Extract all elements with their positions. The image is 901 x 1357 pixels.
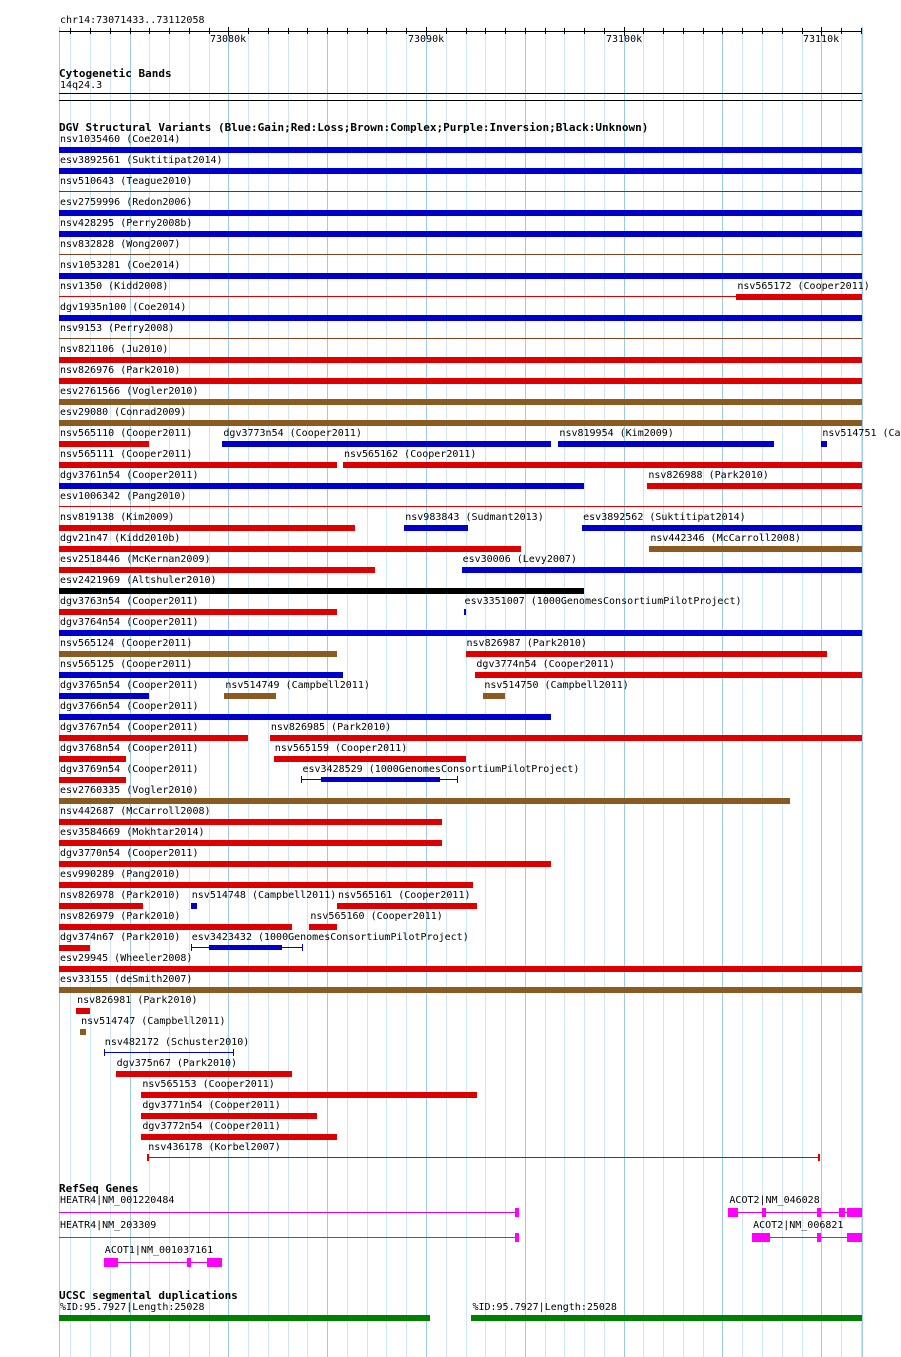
gene-exon[interactable] <box>762 1208 766 1217</box>
variant-label[interactable]: esv1006342 (Pang2010) <box>60 491 187 502</box>
variant-bar[interactable] <box>59 483 584 489</box>
variant-bar[interactable] <box>59 609 337 615</box>
ruler-minor-tick <box>189 28 190 34</box>
variant-label[interactable]: esv30006 (Levy2007) <box>462 554 577 565</box>
ruler-minor-tick <box>762 28 763 34</box>
variant-label[interactable]: nsv1035460 (Coe2014) <box>60 134 181 145</box>
variant-label[interactable]: dgv3765n54 (Cooper2011) <box>60 680 199 691</box>
ruler-minor-tick <box>485 28 486 34</box>
variant-bar[interactable] <box>59 693 149 699</box>
ruler-minor-tick <box>505 28 506 34</box>
gene-exon[interactable] <box>207 1258 223 1267</box>
variant-label[interactable]: nsv826976 (Park2010) <box>60 365 181 376</box>
variant-label[interactable]: dgv375n67 (Park2010) <box>116 1058 238 1069</box>
ruler-tick-label: 73100k <box>606 34 643 45</box>
variant-label[interactable]: dgv3770n54 (Cooper2011) <box>60 848 199 859</box>
refseq-title: RefSeq Genes <box>59 1182 139 1195</box>
variant-bar-end <box>233 1049 234 1056</box>
variant-bar[interactable] <box>141 1092 477 1098</box>
variant-bar[interactable] <box>59 714 551 720</box>
variant-bar-end <box>302 944 303 951</box>
variant-bar[interactable] <box>582 525 862 531</box>
variant-bar[interactable] <box>59 819 442 825</box>
ruler-minor-tick <box>446 28 447 34</box>
variant-bar[interactable] <box>147 1157 819 1158</box>
variant-bar[interactable] <box>483 693 505 699</box>
dgv-title: DGV Structural Variants (Blue:Gain;Red:Loss;Brown:Complex;Purple:Inversion;Black:Unknown) <box>59 121 649 134</box>
ruler-minor-tick <box>604 28 605 34</box>
variant-label[interactable]: nsv826979 (Park2010) <box>60 911 181 922</box>
gene-label[interactable]: HEATR4|NM_001220484 <box>60 1195 175 1206</box>
ruler-minor-tick <box>149 28 150 34</box>
variant-bar[interactable] <box>59 168 862 174</box>
ruler-minor-tick <box>663 28 664 34</box>
variant-bar[interactable] <box>222 441 550 447</box>
variant-bar[interactable] <box>76 1008 90 1014</box>
variant-bar[interactable] <box>270 735 862 741</box>
ruler-minor-tick <box>248 28 249 34</box>
variant-label[interactable]: esv2518446 (McKernan2009) <box>60 554 211 565</box>
segdup-label[interactable]: %ID:95.7927|Length:25028 <box>472 1302 617 1313</box>
variant-bar[interactable] <box>475 672 862 678</box>
ruler-minor-tick <box>386 28 387 34</box>
variant-label[interactable]: nsv514750 (Campbell2011) <box>484 680 629 691</box>
variant-label[interactable]: esv29080 (Conrad2009) <box>60 407 187 418</box>
variant-bar[interactable] <box>141 1113 317 1119</box>
variant-bar[interactable] <box>558 441 773 447</box>
variant-label[interactable]: nsv1053281 (Coe2014) <box>60 260 181 271</box>
cytoband-line <box>59 93 862 94</box>
variant-bar[interactable] <box>116 1071 292 1077</box>
ruler-minor-tick <box>861 28 862 34</box>
variant-bar[interactable] <box>59 506 862 507</box>
variant-label[interactable]: esv2761566 (Vogler2010) <box>60 386 199 397</box>
variant-label[interactable]: esv2759996 (Redon2006) <box>60 197 193 208</box>
variant-bar[interactable] <box>59 840 442 846</box>
variant-label[interactable]: nsv826985 (Park2010) <box>270 722 392 733</box>
variant-label[interactable]: nsv565153 (Cooper2011) <box>142 1079 275 1090</box>
variant-label[interactable]: dgv1935n100 (Coe2014) <box>60 302 187 313</box>
variant-label[interactable]: dgv3772n54 (Cooper2011) <box>142 1121 281 1132</box>
variant-label[interactable]: nsv514751 (Ca <box>822 428 901 439</box>
gene-label[interactable]: HEATR4|NM_203309 <box>60 1220 157 1231</box>
variant-label[interactable]: nsv565110 (Cooper2011) <box>60 428 193 439</box>
variant-label[interactable]: dgv3761n54 (Cooper2011) <box>60 470 199 481</box>
gene-exon[interactable] <box>847 1233 862 1242</box>
variant-label[interactable]: nsv442687 (McCarroll2008) <box>60 806 211 817</box>
variant-bar[interactable] <box>59 966 862 972</box>
ruler-minor-tick <box>742 28 743 34</box>
variant-bar-end <box>457 776 458 783</box>
variant-label[interactable]: dgv3771n54 (Cooper2011) <box>142 1100 281 1111</box>
gene-intron-line <box>59 1212 519 1213</box>
variant-label[interactable]: nsv832828 (Wong2007) <box>60 239 181 250</box>
variant-bar[interactable] <box>59 399 862 405</box>
ruler-minor-tick <box>782 28 783 34</box>
variant-label[interactable]: nsv428295 (Perry2008b) <box>60 218 193 229</box>
variant-label[interactable]: nsv565161 (Cooper2011) <box>338 890 471 901</box>
variant-label[interactable]: esv3892561 (Suktitipat2014) <box>60 155 223 166</box>
variant-bar[interactable] <box>59 315 862 321</box>
variant-bar[interactable] <box>736 294 862 300</box>
variant-bar[interactable] <box>59 273 862 279</box>
variant-label[interactable]: dgv3767n54 (Cooper2011) <box>60 722 199 733</box>
variant-bar[interactable] <box>59 378 862 384</box>
variant-bar[interactable] <box>59 296 736 297</box>
variant-label[interactable]: nsv826988 (Park2010) <box>648 470 769 481</box>
variant-label[interactable]: nsv9153 (Perry2008) <box>60 323 175 334</box>
variant-bar[interactable] <box>466 651 828 657</box>
variant-bar[interactable] <box>59 338 862 339</box>
variant-bar[interactable] <box>404 525 467 531</box>
gene-exon[interactable] <box>839 1208 845 1217</box>
variant-bar[interactable] <box>224 693 275 699</box>
variant-label[interactable]: dgv3773n54 (Cooper2011) <box>223 428 362 439</box>
variant-bar[interactable] <box>59 357 862 363</box>
variant-bar[interactable] <box>59 420 862 426</box>
variant-bar[interactable] <box>59 546 521 552</box>
variant-label[interactable]: nsv565159 (Cooper2011) <box>274 743 408 754</box>
variant-label[interactable]: esv2421969 (Altshuler2010) <box>60 575 217 586</box>
variant-bar[interactable] <box>59 588 584 594</box>
ruler-minor-tick <box>347 28 348 34</box>
variant-label[interactable]: dgv3769n54 (Cooper2011) <box>60 764 199 775</box>
variant-bar[interactable] <box>80 1029 86 1035</box>
gene-exon[interactable] <box>515 1208 519 1217</box>
variant-label[interactable]: nsv510643 (Teague2010) <box>60 176 193 187</box>
variant-label[interactable]: nsv565124 (Cooper2011) <box>60 638 193 649</box>
ruler-minor-tick <box>130 28 131 34</box>
variant-label[interactable]: nsv565125 (Cooper2011) <box>60 659 193 670</box>
segdup-bar[interactable] <box>471 1315 862 1321</box>
variant-label[interactable]: esv29945 (Wheeler2008) <box>60 953 193 964</box>
gene-exon[interactable] <box>817 1233 821 1242</box>
ruler-minor-tick <box>643 28 644 34</box>
variant-bar-end <box>191 944 192 951</box>
gene-exon[interactable] <box>847 1208 862 1217</box>
ruler-minor-tick <box>288 28 289 34</box>
variant-bar[interactable] <box>59 630 862 636</box>
variant-bar[interactable] <box>59 987 862 993</box>
variant-label[interactable]: dgv374n67 (Park2010) <box>60 932 181 943</box>
variant-label[interactable]: esv2760335 (Vogler2010) <box>60 785 199 796</box>
variant-label[interactable]: nsv514747 (Campbell2011) <box>81 1016 226 1027</box>
cytoband-label[interactable]: 14q24.3 <box>60 80 103 91</box>
variant-bar[interactable] <box>462 567 862 573</box>
ruler-minor-tick <box>367 28 368 34</box>
variant-bar[interactable] <box>59 924 292 930</box>
variant-bar[interactable] <box>59 945 90 951</box>
variant-bar[interactable] <box>191 903 197 909</box>
variant-label[interactable]: nsv436178 (Korbel2007) <box>148 1142 281 1153</box>
variant-bar[interactable] <box>309 924 337 930</box>
variant-bar[interactable] <box>59 672 343 678</box>
variant-bar[interactable] <box>59 462 337 468</box>
variant-label[interactable]: nsv565160 (Cooper2011) <box>310 911 443 922</box>
variant-bar[interactable] <box>59 798 790 804</box>
variant-label[interactable]: esv3584669 (Mokhtar2014) <box>60 827 205 838</box>
variant-bar[interactable] <box>59 903 143 909</box>
ruler-minor-tick <box>525 28 526 34</box>
variant-bar[interactable] <box>59 254 862 255</box>
gene-label[interactable]: ACOT2|NM_046028 <box>729 1195 820 1206</box>
variant-bar[interactable] <box>59 756 126 762</box>
variant-bar[interactable] <box>59 735 248 741</box>
variant-label[interactable]: dgv3764n54 (Cooper2011) <box>60 617 199 628</box>
variant-bar[interactable] <box>59 777 126 783</box>
variant-label[interactable]: nsv565162 (Cooper2011) <box>343 449 477 460</box>
variant-bar-end <box>104 1049 105 1056</box>
variant-bar[interactable] <box>274 756 466 762</box>
variant-bar[interactable] <box>343 462 862 468</box>
variant-bar[interactable] <box>141 1134 337 1140</box>
variant-bar[interactable] <box>59 861 551 867</box>
variant-bar[interactable] <box>59 147 862 153</box>
gene-label[interactable]: ACOT1|NM_001037161 <box>104 1245 214 1256</box>
variant-bar[interactable] <box>59 525 355 531</box>
ruler-minor-tick <box>90 28 91 34</box>
ruler-minor-tick <box>683 28 684 34</box>
variant-label[interactable]: dgv3766n54 (Cooper2011) <box>60 701 199 712</box>
variant-label[interactable]: dgv3768n54 (Cooper2011) <box>60 743 199 754</box>
ruler-minor-tick <box>268 28 269 34</box>
ruler-tick-label: 73110k <box>803 34 840 45</box>
variant-bar[interactable] <box>59 231 862 237</box>
segdup-title: UCSC segmental duplications <box>59 1289 238 1302</box>
variant-bar[interactable] <box>104 1052 234 1053</box>
variant-label[interactable]: esv3892562 (Suktitipat2014) <box>583 512 746 523</box>
segdup-bar[interactable] <box>59 1315 430 1321</box>
ruler-minor-tick <box>466 28 467 34</box>
variant-label[interactable]: nsv565172 (Cooper2011) <box>737 281 870 292</box>
ruler-minor-tick <box>327 28 328 34</box>
variant-label[interactable]: nsv826987 (Park2010) <box>466 638 587 649</box>
gene-label[interactable]: ACOT2|NM_006821 <box>753 1220 844 1231</box>
variant-label[interactable]: esv3351007 (1000GenomesConsortiumPilotProject) <box>464 596 742 607</box>
variant-bar[interactable] <box>59 191 862 192</box>
variant-inner-bar <box>321 777 440 782</box>
ruler-minor-tick <box>722 28 723 34</box>
ruler-tick-label: 73090k <box>408 34 445 45</box>
variant-label[interactable]: nsv819954 (Kim2009) <box>559 428 674 439</box>
variant-bar[interactable] <box>649 546 862 552</box>
variant-bar-end <box>818 1154 820 1161</box>
ruler-minor-tick <box>169 28 170 34</box>
variant-bar[interactable] <box>59 882 473 888</box>
variant-label[interactable]: nsv1350 (Kidd2008) <box>60 281 169 292</box>
variant-bar-end <box>147 1154 149 1161</box>
gene-exon[interactable] <box>104 1258 118 1267</box>
cytobands-title: Cytogenetic Bands <box>59 67 172 80</box>
variant-bar[interactable] <box>821 441 827 447</box>
variant-label[interactable]: nsv821106 (Ju2010) <box>60 344 169 355</box>
ruler-minor-tick <box>70 28 71 34</box>
gene-exon[interactable] <box>515 1233 519 1242</box>
gene-exon[interactable] <box>752 1233 770 1242</box>
variant-label[interactable]: nsv826978 (Park2010) <box>60 890 181 901</box>
variant-label[interactable]: nsv826981 (Park2010) <box>77 995 198 1006</box>
variant-label[interactable]: dgv3774n54 (Cooper2011) <box>476 659 615 670</box>
ruler-tick-label: 73080k <box>210 34 247 45</box>
ruler-minor-tick <box>406 28 407 34</box>
gene-exon[interactable] <box>817 1208 821 1217</box>
gene-exon[interactable] <box>728 1208 738 1217</box>
variant-label[interactable]: nsv514748 (Campbell2011) <box>191 890 337 901</box>
variant-label[interactable]: nsv819138 (Kim2009) <box>60 512 175 523</box>
variant-label[interactable]: esv3428529 (1000GenomesConsortiumPilotProject) <box>302 764 580 775</box>
coordinate-range: chr14:73071433..73112058 <box>60 15 205 26</box>
variant-label[interactable]: nsv514749 (Campbell2011) <box>225 680 370 691</box>
variant-bar[interactable] <box>59 441 149 447</box>
variant-bar[interactable] <box>59 567 375 573</box>
variant-label[interactable]: nsv565111 (Cooper2011) <box>60 449 193 460</box>
variant-inner-bar <box>209 945 282 950</box>
variant-label[interactable]: dgv3763n54 (Cooper2011) <box>60 596 199 607</box>
gene-intron-line <box>104 1262 223 1263</box>
variant-label[interactable]: nsv442346 (McCarroll2008) <box>650 533 801 544</box>
segdup-label[interactable]: %ID:95.7927|Length:25028 <box>60 1302 205 1313</box>
variant-bar[interactable] <box>59 210 862 216</box>
variant-bar[interactable] <box>337 903 477 909</box>
variant-bar[interactable] <box>59 651 337 657</box>
ruler-minor-tick <box>703 28 704 34</box>
gene-exon[interactable] <box>187 1258 191 1267</box>
ruler-minor-tick <box>307 28 308 34</box>
variant-bar-end <box>301 776 302 783</box>
variant-label[interactable]: esv3423432 (1000GenomesConsortiumPilotProject) <box>191 932 469 943</box>
gene-intron-line <box>59 1237 519 1238</box>
variant-label[interactable]: nsv482172 (Schuster2010) <box>104 1037 250 1048</box>
variant-label[interactable]: nsv983843 (Sudmant2013) <box>405 512 544 523</box>
variant-bar[interactable] <box>464 609 466 615</box>
ruler-minor-tick <box>545 28 546 34</box>
variant-label[interactable]: dgv21n47 (Kidd2010b) <box>60 533 181 544</box>
ruler-minor-tick <box>841 28 842 34</box>
cytoband-line-2 <box>59 100 862 101</box>
ruler-minor-tick <box>564 28 565 34</box>
ruler-minor-tick <box>584 28 585 34</box>
variant-label[interactable]: esv33155 (deSmith2007) <box>60 974 193 985</box>
variant-label[interactable]: esv990289 (Pang2010) <box>60 869 181 880</box>
ruler-minor-tick <box>110 28 111 34</box>
variant-bar[interactable] <box>647 483 862 489</box>
